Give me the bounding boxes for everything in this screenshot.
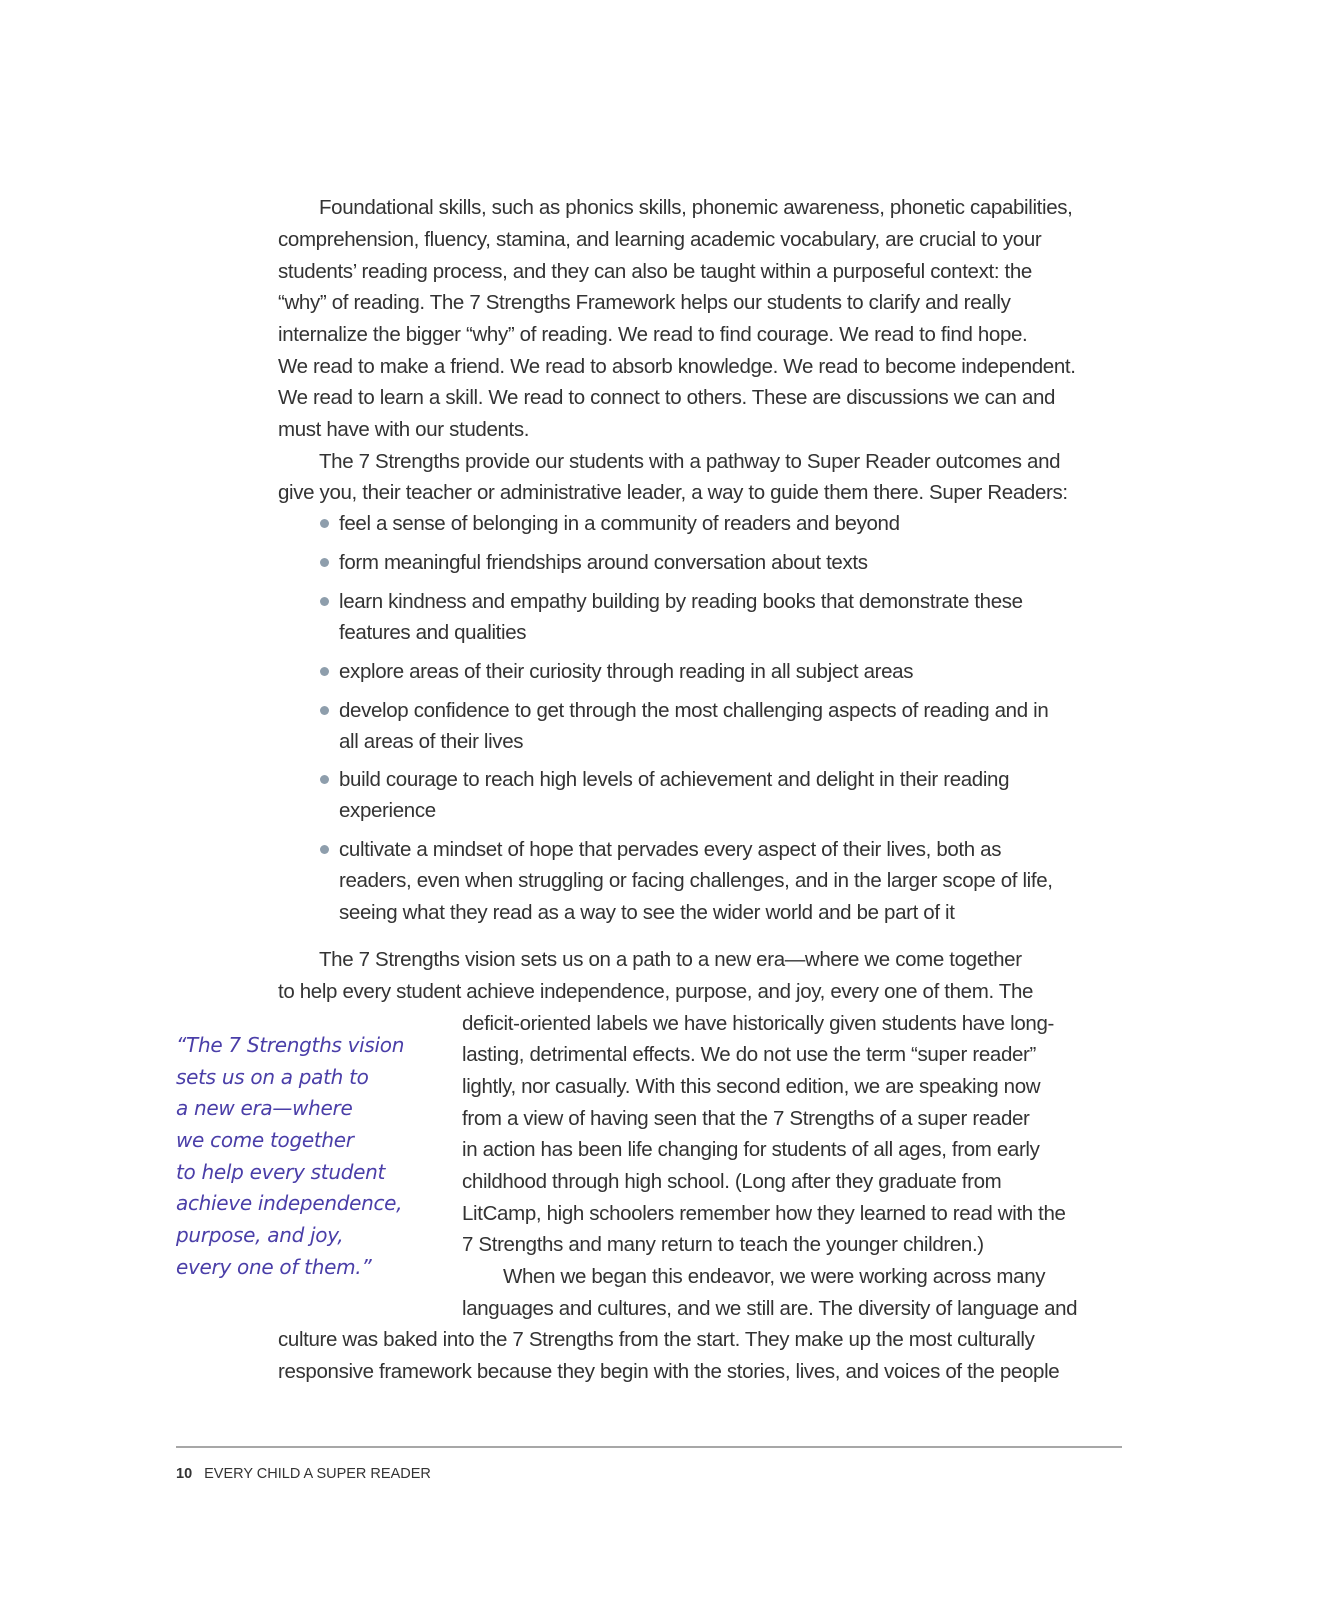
list-item-text: seeing what they read as a way to see the wider world and be part of it <box>339 901 955 924</box>
text-line: The 7 Strengths provide our students with a pathway to Super Reader outcomes and <box>319 450 1061 473</box>
list-item-text: learn kindness and empathy building by reading books that demonstrate these <box>339 590 1023 613</box>
footer-divider <box>176 1446 1122 1448</box>
text-line: to help every student achieve independence, purpose, and joy, every one of them. The <box>278 980 1034 1003</box>
list-item-text: all areas of their lives <box>339 730 524 753</box>
text-line: LitCamp, high schoolers remember how they learned to read with the <box>462 1202 1066 1225</box>
text-line: deficit-oriented labels we have historically given students have long- <box>462 1012 1054 1035</box>
pull-quote-line: “The 7 Strengths vision <box>176 1033 405 1057</box>
text-line: culture was baked into the 7 Strengths from the start. They make up the most culturally <box>278 1328 1035 1351</box>
pull-quote <box>176 1030 404 1284</box>
pull-quote-line: sets us on a path to <box>176 1064 369 1089</box>
text-line: The 7 Strengths vision sets us on a path to a new era—where we come together <box>319 948 1022 971</box>
pull-quote-line: to help every student <box>176 1159 386 1184</box>
list-item-text: explore areas of their curiosity through reading in all subject areas <box>339 660 914 683</box>
text-line: lasting, detrimental effects. We do not use the term “super reader” <box>462 1043 1037 1066</box>
text-line: comprehension, fluency, stamina, and learning academic vocabulary, are crucial to your <box>278 228 1042 251</box>
list-item-text: cultivate a mindset of hope that pervades every aspect of their lives, both as <box>339 838 1002 861</box>
bullet-icon <box>320 558 329 567</box>
list-item-text: build courage to reach high levels of achievement and delight in their reading <box>339 768 1010 791</box>
list-item-text: form meaningful friendships around conversation about texts <box>339 551 868 574</box>
text-line: languages and cultures, and we still are. The diversity of language and <box>462 1297 1078 1320</box>
running-title: EVERY CHILD A SUPER READER <box>204 1466 431 1482</box>
text-line: We read to learn a skill. We read to connect to others. These are discussions we can and <box>278 386 1056 409</box>
pull-quote-line: a new era—where <box>176 1096 353 1121</box>
text-line: We read to make a friend. We read to absorb knowledge. We read to become independent. <box>278 355 1076 378</box>
list-item-text: develop confidence to get through the most challenging aspects of reading and in <box>339 699 1049 722</box>
bullet-icon <box>320 845 329 854</box>
page-footer <box>176 1466 431 1482</box>
list-item-text: readers, even when struggling or facing challenges, and in the larger scope of life, <box>339 869 1053 892</box>
page-number: 10 <box>176 1466 193 1482</box>
text-line: must have with our students. <box>278 418 530 441</box>
text-line: Foundational skills, such as phonics skills, phonemic awareness, phonetic capabilities, <box>319 196 1073 219</box>
text-line: internalize the bigger “why” of reading. We read to find courage. We read to find hope. <box>278 323 1028 346</box>
text-line: responsive framework because they begin with the stories, lives, and voices of the people <box>278 1360 1060 1383</box>
list-item-text: feel a sense of belonging in a community of readers and beyond <box>339 512 900 535</box>
text-line: from a view of having seen that the 7 Strengths of a super reader <box>462 1107 1030 1130</box>
list-item-text: features and qualities <box>339 621 527 644</box>
text-line: students’ reading process, and they can also be taught within a purposeful context: the <box>278 260 1032 283</box>
text-line: childhood through high school. (Long after they graduate from <box>462 1170 1002 1193</box>
text-line: lightly, nor casually. With this second edition, we are speaking now <box>462 1075 1041 1098</box>
pull-quote-line: every one of them.” <box>176 1254 372 1279</box>
bullet-icon <box>320 775 329 784</box>
bullet-icon <box>320 597 329 606</box>
text-line: in action has been life changing for students of all ages, from early <box>462 1138 1040 1161</box>
bullet-icon <box>320 667 329 676</box>
list-item-text: experience <box>339 799 436 822</box>
text-line: give you, their teacher or administrative leader, a way to guide them there. Super Readers: <box>278 481 1068 504</box>
text-line: “why” of reading. The 7 Strengths Framework helps our students to clarify and really <box>278 291 1011 314</box>
bullet-icon <box>320 519 329 528</box>
text-line: When we began this endeavor, we were working across many <box>503 1265 1046 1288</box>
pull-quote-line: we come together <box>176 1128 354 1153</box>
pull-quote-line: purpose, and joy, <box>176 1223 344 1248</box>
pull-quote-line: achieve independence, <box>176 1191 403 1216</box>
bullet-icon <box>320 706 329 715</box>
text-line: 7 Strengths and many return to teach the younger children.) <box>462 1233 984 1256</box>
